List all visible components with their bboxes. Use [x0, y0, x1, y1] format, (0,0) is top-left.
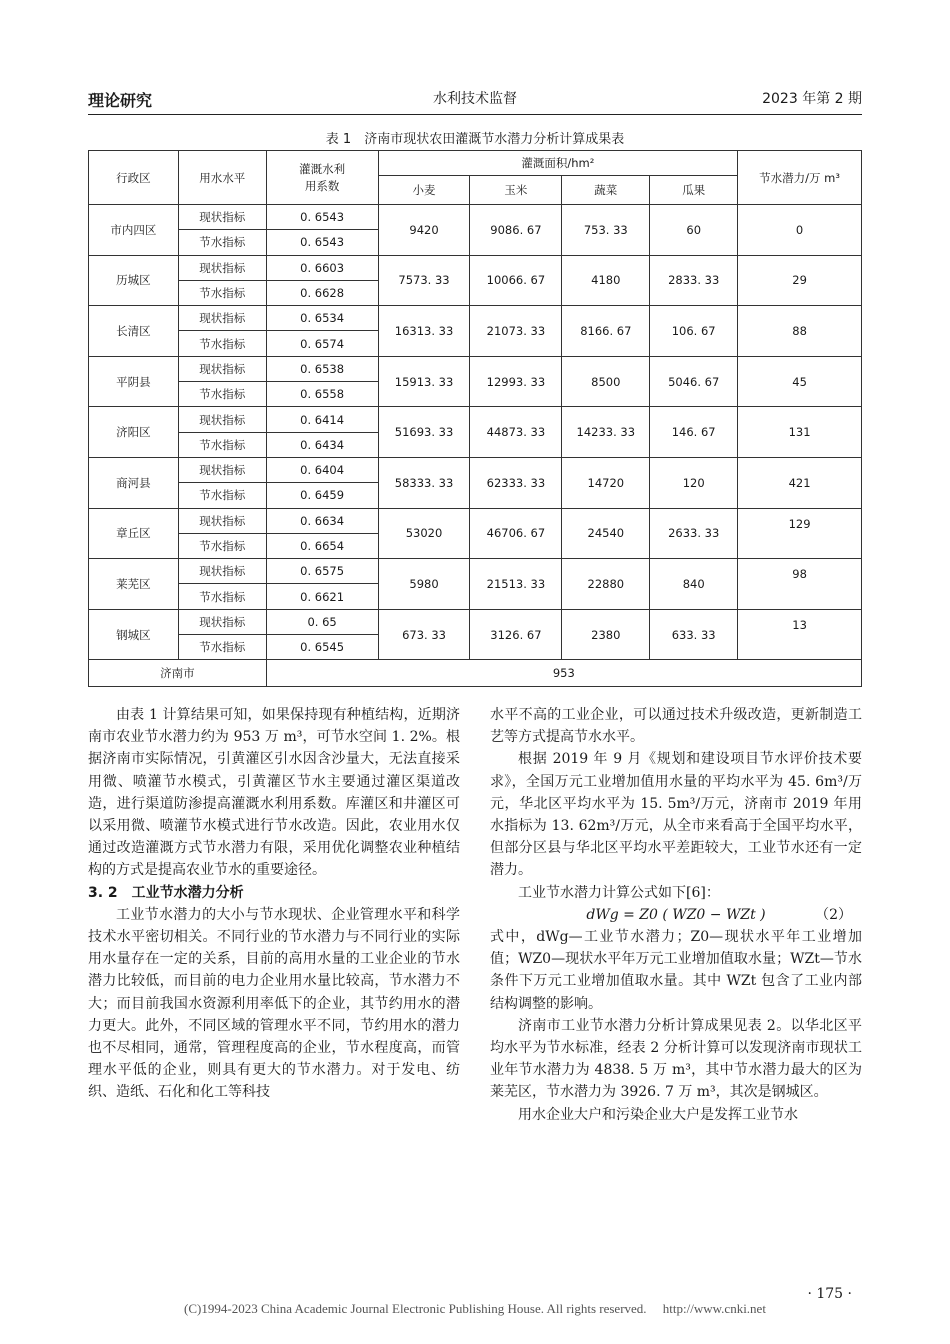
header-rule [88, 114, 862, 115]
paragraph: 由表 1 计算结果可知，如果保持现有种植结构，近期济南市农业节水潜力约为 953 万 m³，可节水空间 1. 2%。根据济南市实际情况，引黄灌区引水因含沙量大，无法直接采用微、喷灌节水模式，引黄灌区节水主要通过灌区渠道改造，进行渠道防渗提高灌溉水利用系数。库灌区和井灌区可以采用微、喷灌节水模式进行节水改造。因此，农业用水仅通过改造灌溉方式节水潜力有限，采用优化调整农业种植结构的方式是提高农业节水的重要途径。 [88, 707, 460, 879]
wheat-cell: 5980 [378, 559, 470, 610]
right-column [490, 704, 862, 1126]
coef-cell: 0. 6654 [266, 533, 378, 558]
veg-cell: 753. 33 [562, 205, 650, 256]
left-column [88, 704, 460, 1104]
level-cell: 节水指标 [178, 635, 266, 660]
fruit-cell: 840 [650, 559, 738, 610]
header-corn: 玉米 [470, 176, 562, 205]
paragraph: 工业节水潜力计算公式如下[6]： [518, 884, 720, 901]
level-cell: 节水指标 [178, 584, 266, 609]
corn-cell: 3126. 67 [470, 609, 562, 660]
corn-cell: 9086. 67 [470, 205, 562, 256]
header-area: 灌溉面积/hm² [378, 151, 738, 176]
level-cell: 节水指标 [178, 230, 266, 255]
coef-cell: 0. 6558 [266, 382, 378, 407]
veg-cell: 14233. 33 [562, 407, 650, 458]
paragraph: 用水企业大户和污染企业大户是发挥工业节水 [518, 1106, 798, 1123]
wheat-cell: 58333. 33 [378, 457, 470, 508]
fruit-cell: 120 [650, 457, 738, 508]
coef-cell: 0. 6628 [266, 280, 378, 305]
coef-cell: 0. 6534 [266, 306, 378, 331]
level-cell: 现状指标 [178, 255, 266, 280]
section-heading: 3. 2 工业节水潜力分析 [88, 884, 244, 901]
paragraph: 式中，dWg—工业节水潜力；Z0—现状水平年工业增加值；WZ0—现状水平年万元工业增加值取水量；WZt—节水条件下万元工业增加值取水量。其中 WZt 包含了工业内部结构调整的影响。 [490, 929, 862, 1012]
coef-cell: 0. 65 [266, 609, 378, 634]
fruit-cell: 60 [650, 205, 738, 256]
coef-cell: 0. 6543 [266, 205, 378, 230]
header-wheat: 小麦 [378, 176, 470, 205]
header-region: 行政区 [89, 151, 179, 205]
region-cell: 济阳区 [89, 407, 179, 458]
journal-issue: 2023 年第 2 期 [762, 91, 862, 107]
level-cell: 现状指标 [178, 508, 266, 533]
corn-cell: 21073. 33 [470, 306, 562, 357]
coef-cell: 0. 6434 [266, 432, 378, 457]
header-coef: 灌溉水利用系数 [266, 151, 378, 205]
wheat-cell: 673. 33 [378, 609, 470, 660]
veg-cell: 2380 [562, 609, 650, 660]
level-cell: 节水指标 [178, 331, 266, 356]
journal-section: 理论研究 [88, 91, 153, 110]
level-cell: 现状指标 [178, 306, 266, 331]
level-cell: 现状指标 [178, 457, 266, 482]
potential-cell: 0 [738, 205, 862, 256]
veg-cell: 24540 [562, 508, 650, 559]
wheat-cell: 9420 [378, 205, 470, 256]
journal-name: 水利技术监督 [433, 91, 517, 107]
coef-cell: 0. 6459 [266, 483, 378, 508]
paragraph: 水平不高的工业企业，可以通过技术升级改造，更新制造工艺等方式提高节水水平。 [490, 707, 862, 746]
corn-cell: 46706. 67 [470, 508, 562, 559]
paragraph: 工业节水潜力的大小与节水现状、企业管理水平和科学技术水平密切相关。不同行业的节水潜力与不同行业的实际用水量存在一定的关系，目前的高用水量的工业企业的节水潜力比较低，而目前的电力企业用水量比较高，节水潜力不大；而目前我国水资源利用率低下的企业，其节约用水的潜力更大。此外，不同区域的管理水平不同，节约用水的潜力也不尽相同，通常，管理程度高的企业，节水程度高，而管理水平低的企业，则具有更大的节水潜力。对于发电、纺织、造纸、石化和化工等科技 [88, 906, 460, 1101]
header-fruit: 瓜果 [650, 176, 738, 205]
region-cell: 市内四区 [89, 205, 179, 256]
region-cell: 商河县 [89, 457, 179, 508]
region-cell: 莱芜区 [89, 559, 179, 610]
header-potential: 节水潜力/万 m³ [738, 151, 862, 205]
wheat-cell: 15913. 33 [378, 356, 470, 407]
potential-cell: 88 [738, 306, 862, 357]
level-cell: 节水指标 [178, 432, 266, 457]
fruit-cell: 146. 67 [650, 407, 738, 458]
coef-cell: 0. 6404 [266, 457, 378, 482]
level-cell: 节水指标 [178, 382, 266, 407]
corn-cell: 44873. 33 [470, 407, 562, 458]
total-label: 济南市 [89, 660, 267, 687]
coef-cell: 0. 6574 [266, 331, 378, 356]
wheat-cell: 7573. 33 [378, 255, 470, 306]
coef-cell: 0. 6621 [266, 584, 378, 609]
potential-cell: 29 [738, 255, 862, 306]
header-veg: 蔬菜 [562, 176, 650, 205]
wheat-cell: 53020 [378, 508, 470, 559]
veg-cell: 22880 [562, 559, 650, 610]
level-cell: 现状指标 [178, 559, 266, 584]
irrigation-table [88, 150, 862, 687]
fruit-cell: 106. 67 [650, 306, 738, 357]
level-cell: 现状指标 [178, 407, 266, 432]
coef-cell: 0. 6575 [266, 559, 378, 584]
level-cell: 节水指标 [178, 483, 266, 508]
fruit-cell: 5046. 67 [650, 356, 738, 407]
veg-cell: 8500 [562, 356, 650, 407]
copyright-footer: (C)1994-2023 China Academic Journal Electronic Publishing House. All rights reserved. http://www.cnki.net [184, 1301, 766, 1316]
coef-cell: 0. 6545 [266, 635, 378, 660]
potential-cell: 131 [738, 407, 862, 458]
region-cell: 平阴县 [89, 356, 179, 407]
corn-cell: 12993. 33 [470, 356, 562, 407]
fruit-cell: 633. 33 [650, 609, 738, 660]
potential-cell: 421 [738, 457, 862, 508]
veg-cell: 14720 [562, 457, 650, 508]
potential-cell: 13 [738, 609, 862, 660]
region-cell: 长清区 [89, 306, 179, 357]
header-level: 用水水平 [178, 151, 266, 205]
region-cell: 钢城区 [89, 609, 179, 660]
page-number: · 175 · [807, 1286, 852, 1302]
corn-cell: 10066. 67 [470, 255, 562, 306]
wheat-cell: 16313. 33 [378, 306, 470, 357]
equation-number: （2） [815, 906, 852, 923]
veg-cell: 4180 [562, 255, 650, 306]
wheat-cell: 51693. 33 [378, 407, 470, 458]
potential-cell: 98 [738, 559, 862, 610]
coef-cell: 0. 6414 [266, 407, 378, 432]
fruit-cell: 2633. 33 [650, 508, 738, 559]
level-cell: 节水指标 [178, 280, 266, 305]
corn-cell: 21513. 33 [470, 559, 562, 610]
coef-cell: 0. 6543 [266, 230, 378, 255]
level-cell: 节水指标 [178, 533, 266, 558]
potential-cell: 129 [738, 508, 862, 559]
veg-cell: 8166. 67 [562, 306, 650, 357]
level-cell: 现状指标 [178, 609, 266, 634]
potential-cell: 45 [738, 356, 862, 407]
region-cell: 历城区 [89, 255, 179, 306]
level-cell: 现状指标 [178, 356, 266, 381]
formula [490, 904, 862, 926]
formula-body: dWg = Z0 ( WZ0 − WZt ) [586, 906, 766, 923]
corn-cell: 62333. 33 [470, 457, 562, 508]
region-cell: 章丘区 [89, 508, 179, 559]
total-value: 953 [266, 660, 861, 687]
fruit-cell: 2833. 33 [650, 255, 738, 306]
coef-cell: 0. 6634 [266, 508, 378, 533]
table-caption: 表 1 济南市现状农田灌溉节水潜力分析计算成果表 [325, 132, 625, 147]
coef-cell: 0. 6603 [266, 255, 378, 280]
level-cell: 现状指标 [178, 205, 266, 230]
paragraph: 根据 2019 年 9 月《规划和建设项目节水评价技术要求》，全国万元工业增加值用水量的平均水平为 45. 6m³/万元，华北区平均水平为 15. 5m³/万元，济南市 2019 年用水指标为 13. 62m³/万元，从全市来看高于全国平均水平，但部分区县与华北区平均水平差距较大，工业节水还有一定潜力。 [490, 751, 862, 879]
coef-cell: 0. 6538 [266, 356, 378, 381]
paragraph: 济南市工业节水潜力分析计算成果见表 2。以华北区平均水平为节水标准，经表 2 分析计算可以发现济南市现状工业年节水潜力为 4838. 5 万 m³，其中节水潜力最大的区为莱芜区，节水潜力为 3926. 7 万 m³，其次是钢城区。 [490, 1017, 862, 1101]
